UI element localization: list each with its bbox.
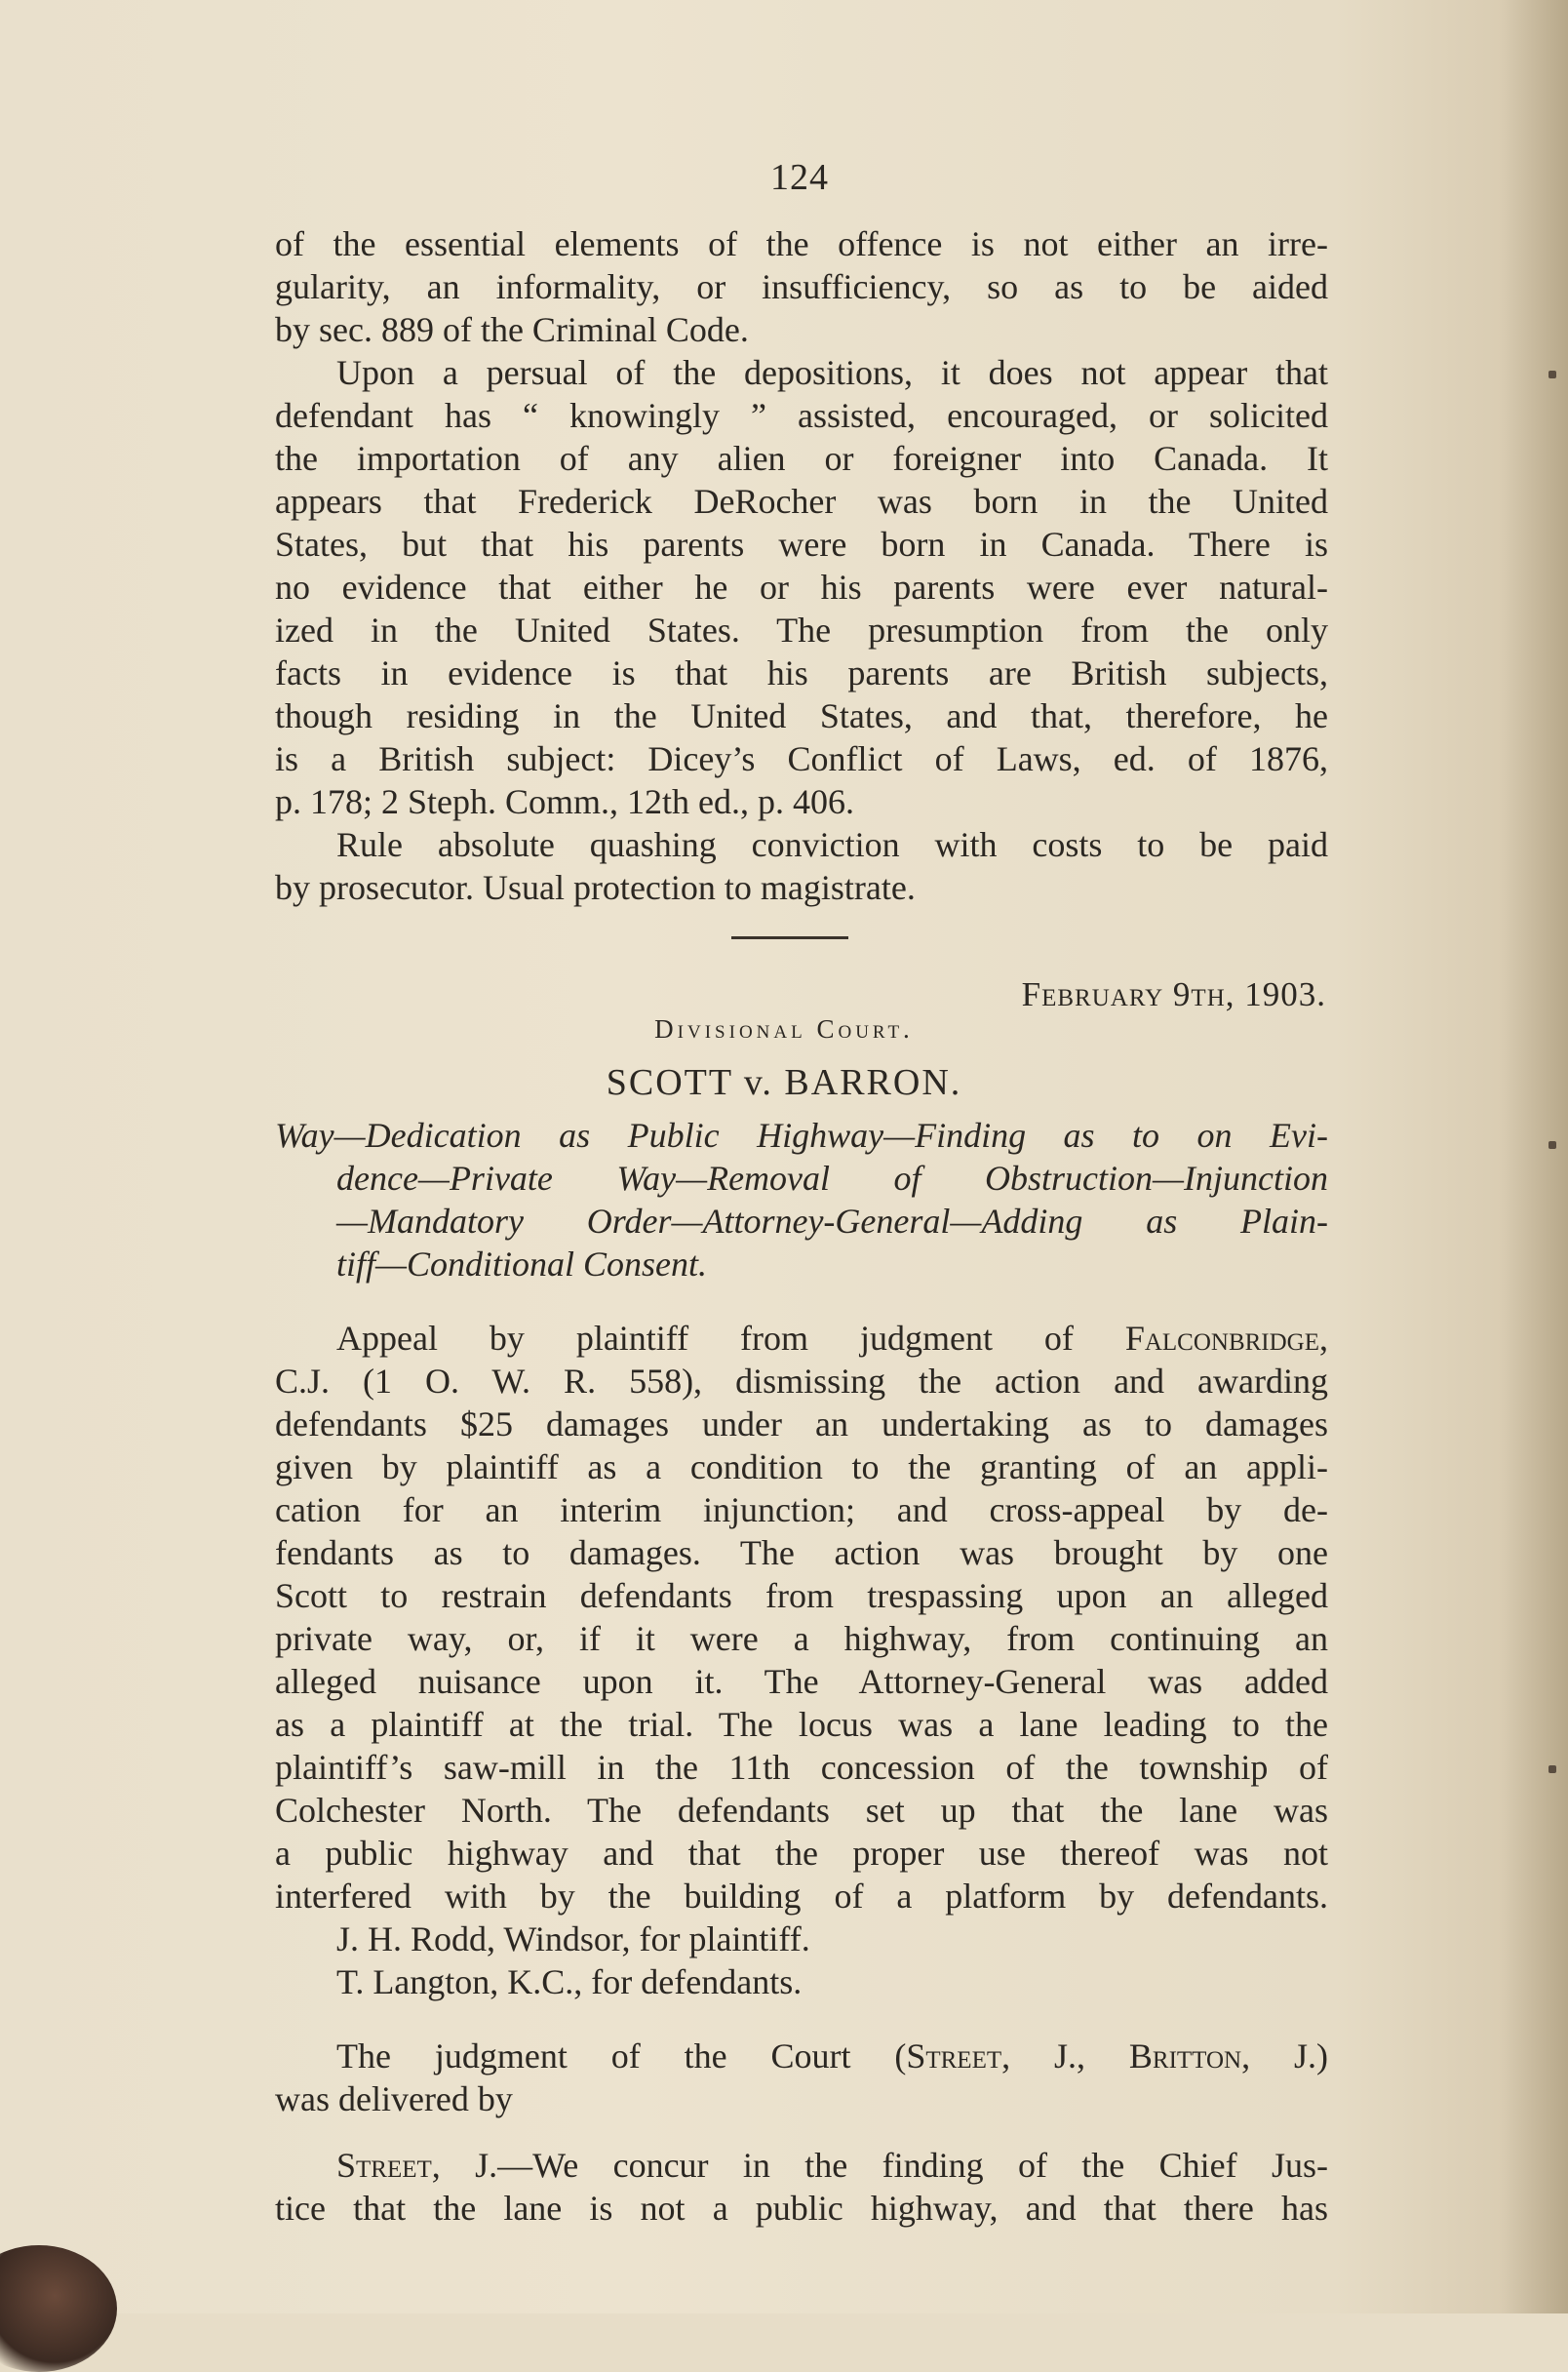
text-line: Colchester North. The defendants set up that the lane was	[275, 1791, 1328, 1830]
text-line: ized in the United States. The presumption from the only	[275, 611, 1328, 650]
headnote-line: —Mandatory Order—Attorney-General—Adding as Plain-	[336, 1202, 1328, 1241]
text-line: private way, or, if it were a highway, from continuing an	[275, 1619, 1328, 1658]
text-line: Rule absolute quashing conviction with costs to be paid	[336, 825, 1328, 864]
judgment-close: )	[1316, 2036, 1328, 2076]
text-line: plaintiff’s saw-mill in the 11th concession of the township of	[275, 1748, 1328, 1787]
appeal-opening: Appeal by plaintiff from judgment of	[336, 1319, 1125, 1358]
counsel-line: T. Langton, K.C., for defendants.	[336, 1962, 803, 2001]
text-line: p. 178; 2 Steph. Comm., 12th ed., p. 406.	[275, 782, 854, 821]
text-line: facts in evidence is that his parents are British subjects,	[275, 653, 1328, 692]
judge-separator: ,	[1077, 2036, 1129, 2076]
case-caption: SCOTT v. BARRON.	[606, 1062, 962, 1103]
text-line: the importation of any alien or foreigner into Canada. It	[275, 439, 1328, 478]
text-line: C.J. (1 O. W. R. 558), dismissing the action and awarding	[275, 1362, 1328, 1401]
text-line: defendants $25 damages under an undertaking as to damages	[275, 1404, 1328, 1443]
margin-speck	[1548, 371, 1556, 378]
margin-speck	[1548, 1765, 1556, 1773]
judge-name: Britton, J.	[1128, 2036, 1316, 2076]
text-line: as a plaintiff at the trial. The locus was a lane leading to the	[275, 1705, 1328, 1744]
text-line: by sec. 889 of the Criminal Code.	[275, 310, 749, 349]
court-name: Divisional Court.	[654, 1014, 914, 1044]
text-line: was delivered by	[275, 2079, 513, 2118]
text-line	[336, 2144, 1328, 2187]
text-line: Upon a persual of the depositions, it does not appear that	[336, 353, 1328, 392]
trial-judge-name: Falconbridge,	[1124, 1319, 1328, 1358]
opinion-author: Street, J.	[336, 2146, 498, 2185]
judgment-intro: The judgment of the Court (	[336, 2036, 907, 2076]
text-line: a public highway and that the proper use thereof was not	[275, 1834, 1328, 1873]
text-line: alleged nuisance upon it. The Attorney-General was added	[275, 1662, 1328, 1701]
text-line: though residing in the United States, and that, therefore, he	[275, 696, 1328, 735]
text-line: tice that the lane is not a public highway, and that there has	[275, 2189, 1328, 2228]
margin-speck	[1548, 1141, 1556, 1149]
text-line: Scott to restrain defendants from trespassing upon an alleged	[275, 1576, 1328, 1615]
opinion-text: —We concur in the finding of the Chief Jus-	[497, 2146, 1328, 2185]
text-line: no evidence that either he or his parents were ever natural-	[275, 568, 1328, 607]
text-line: given by plaintiff as a condition to the granting of an appli-	[275, 1447, 1328, 1486]
counsel-line: J. H. Rodd, Windsor, for plaintiff.	[336, 1919, 810, 1958]
judge-name: Street, J.	[906, 2036, 1077, 2076]
text-line: by prosecutor. Usual protection to magistrate.	[275, 868, 916, 907]
text-line: is a British subject: Dicey’s Conflict of Laws, ed. of 1876,	[275, 739, 1328, 778]
text-line: defendant has “ knowingly ” assisted, encouraged, or solicited	[275, 396, 1328, 435]
text-line: fendants as to damages. The action was brought by one	[275, 1533, 1328, 1572]
page-gutter-shadow	[1500, 0, 1568, 2313]
section-divider	[731, 936, 848, 939]
text-line	[336, 2035, 1328, 2077]
text-line: gularity, an informality, or insufficiency, so as to be aided	[275, 267, 1328, 306]
headnote-line: Way—Dedication as Public Highway—Finding as to on Evi-	[275, 1116, 1328, 1155]
decision-date: February 9th, 1903.	[1021, 975, 1326, 1013]
headnote-line: dence—Private Way—Removal of Obstruction—Injunction	[336, 1159, 1328, 1198]
text-line: cation for an interim injunction; and cross-appeal by de-	[275, 1490, 1328, 1529]
text-line: of the essential elements of the offence is not either an irre-	[275, 224, 1328, 263]
headnote-line: tiff—Conditional Consent.	[336, 1245, 708, 1284]
page-number: 124	[770, 157, 829, 198]
text-line: States, but that his parents were born in Canada. There is	[275, 525, 1328, 564]
text-line	[336, 1317, 1328, 1360]
text-line: appears that Frederick DeRocher was born in the United	[275, 482, 1328, 521]
text-line: interfered with by the building of a platform by defendants.	[275, 1877, 1328, 1916]
